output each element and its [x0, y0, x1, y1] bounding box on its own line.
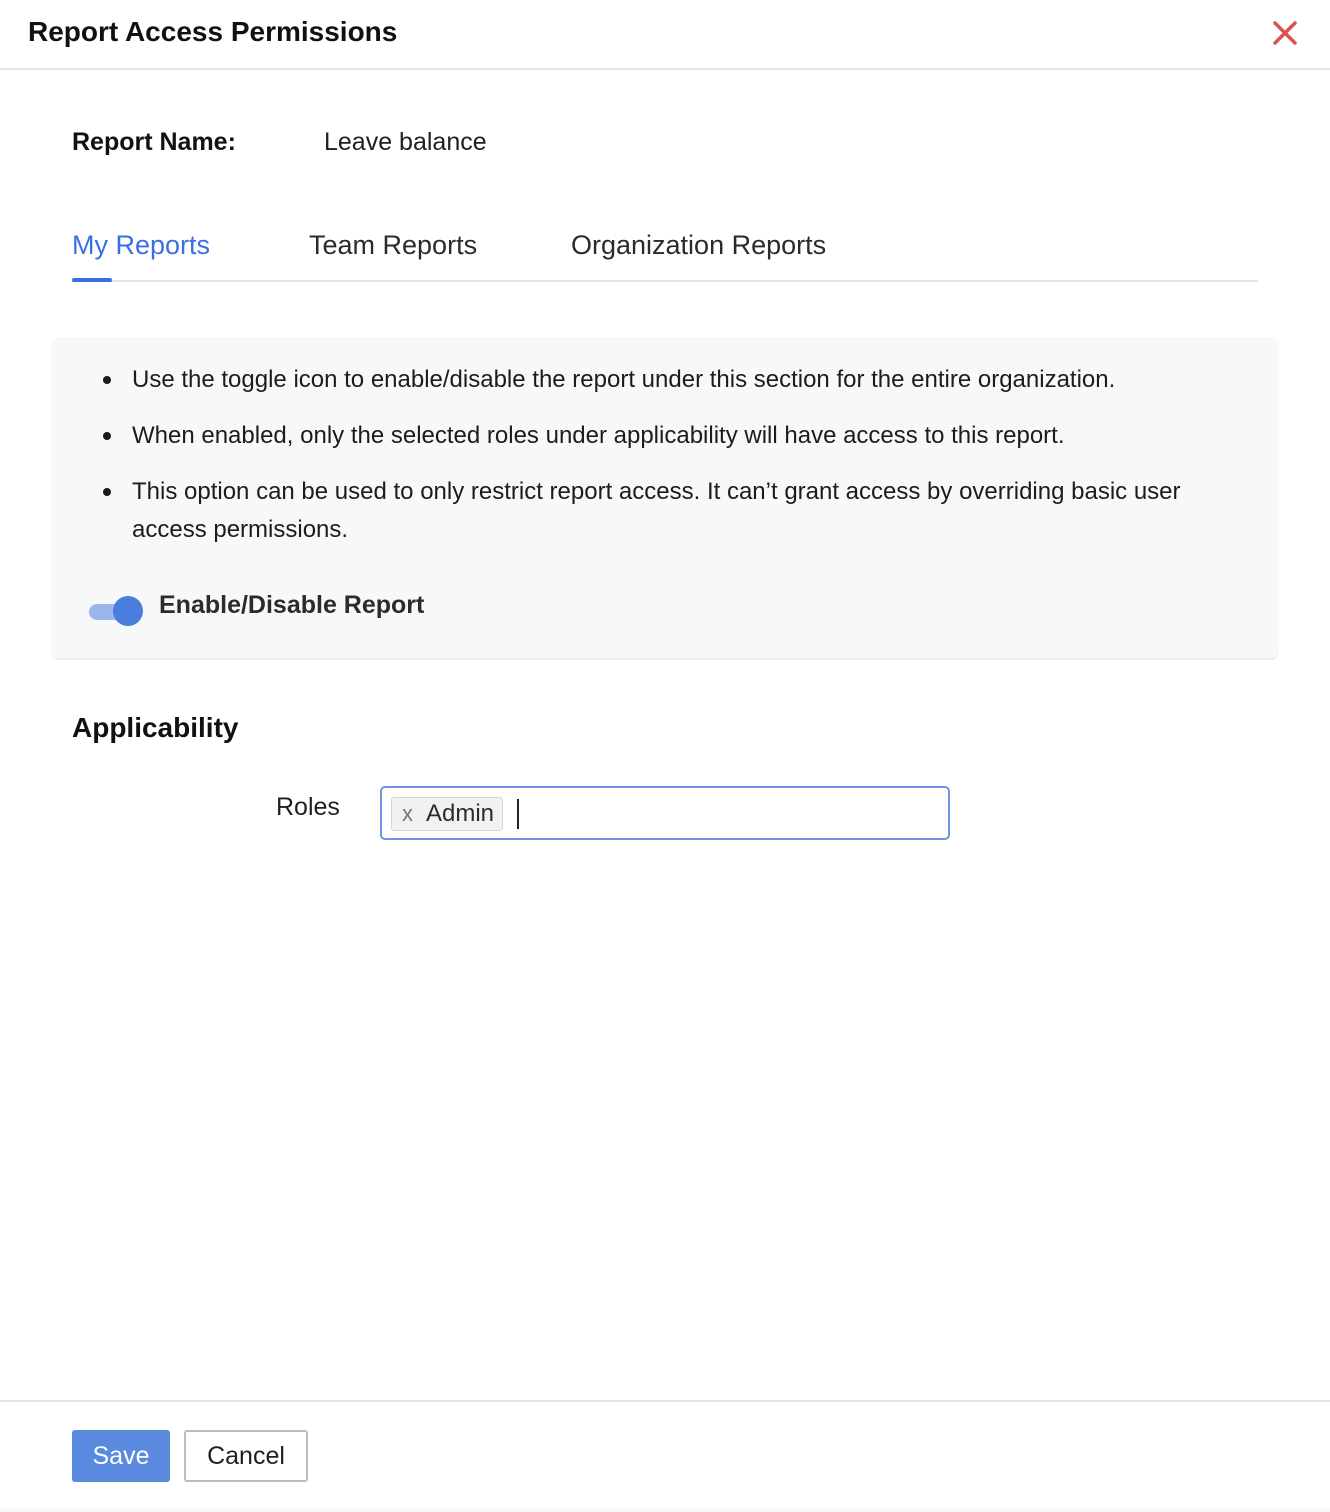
roles-label: Roles — [276, 793, 340, 821]
footer-divider — [0, 1506, 1330, 1512]
bullet-icon — [103, 432, 111, 440]
list-item — [103, 473, 1213, 549]
dialog-title: Report Access Permissions — [28, 16, 398, 47]
info-text: Use the toggle icon to enable/disable the report under this section for the entire organization. — [132, 366, 1116, 393]
close-icon — [1268, 16, 1302, 50]
close-button[interactable] — [1268, 16, 1302, 50]
info-text: This option can be used to only restrict report access. It can’t grant access by overriding basic user access permissions. — [132, 478, 1181, 543]
role-chip-admin — [391, 797, 503, 831]
cancel-button[interactable]: Cancel — [184, 1430, 308, 1482]
toggle-knob — [113, 596, 143, 626]
report-name-label: Report Name: — [72, 128, 236, 156]
toggle-label: Enable/Disable Report — [159, 591, 425, 619]
list-item — [103, 417, 1213, 455]
tab-organization-reports[interactable]: Organization Reports — [571, 230, 827, 260]
dialog-header — [0, 0, 1330, 70]
info-text: When enabled, only the selected roles under applicability will have access to this report. — [132, 422, 1065, 449]
report-tabs — [72, 210, 1258, 282]
chip-label: Admin — [426, 800, 495, 827]
enable-report-toggle[interactable] — [89, 595, 145, 629]
bullet-icon — [103, 376, 111, 384]
report-name-value: Leave balance — [324, 128, 487, 156]
roles-input[interactable] — [380, 786, 950, 840]
text-caret — [517, 799, 519, 829]
list-item — [103, 361, 1213, 399]
tab-team-reports[interactable]: Team Reports — [309, 230, 478, 260]
dialog-footer — [0, 1400, 1330, 1512]
tab-my-reports[interactable]: My Reports — [72, 230, 211, 260]
info-card — [51, 337, 1279, 660]
applicability-title: Applicability — [72, 712, 239, 743]
chip-remove-icon[interactable]: x — [402, 801, 413, 826]
save-button[interactable]: Save — [72, 1430, 170, 1482]
info-list — [103, 361, 1213, 567]
active-tab-indicator — [72, 278, 112, 282]
bullet-icon — [103, 488, 111, 496]
